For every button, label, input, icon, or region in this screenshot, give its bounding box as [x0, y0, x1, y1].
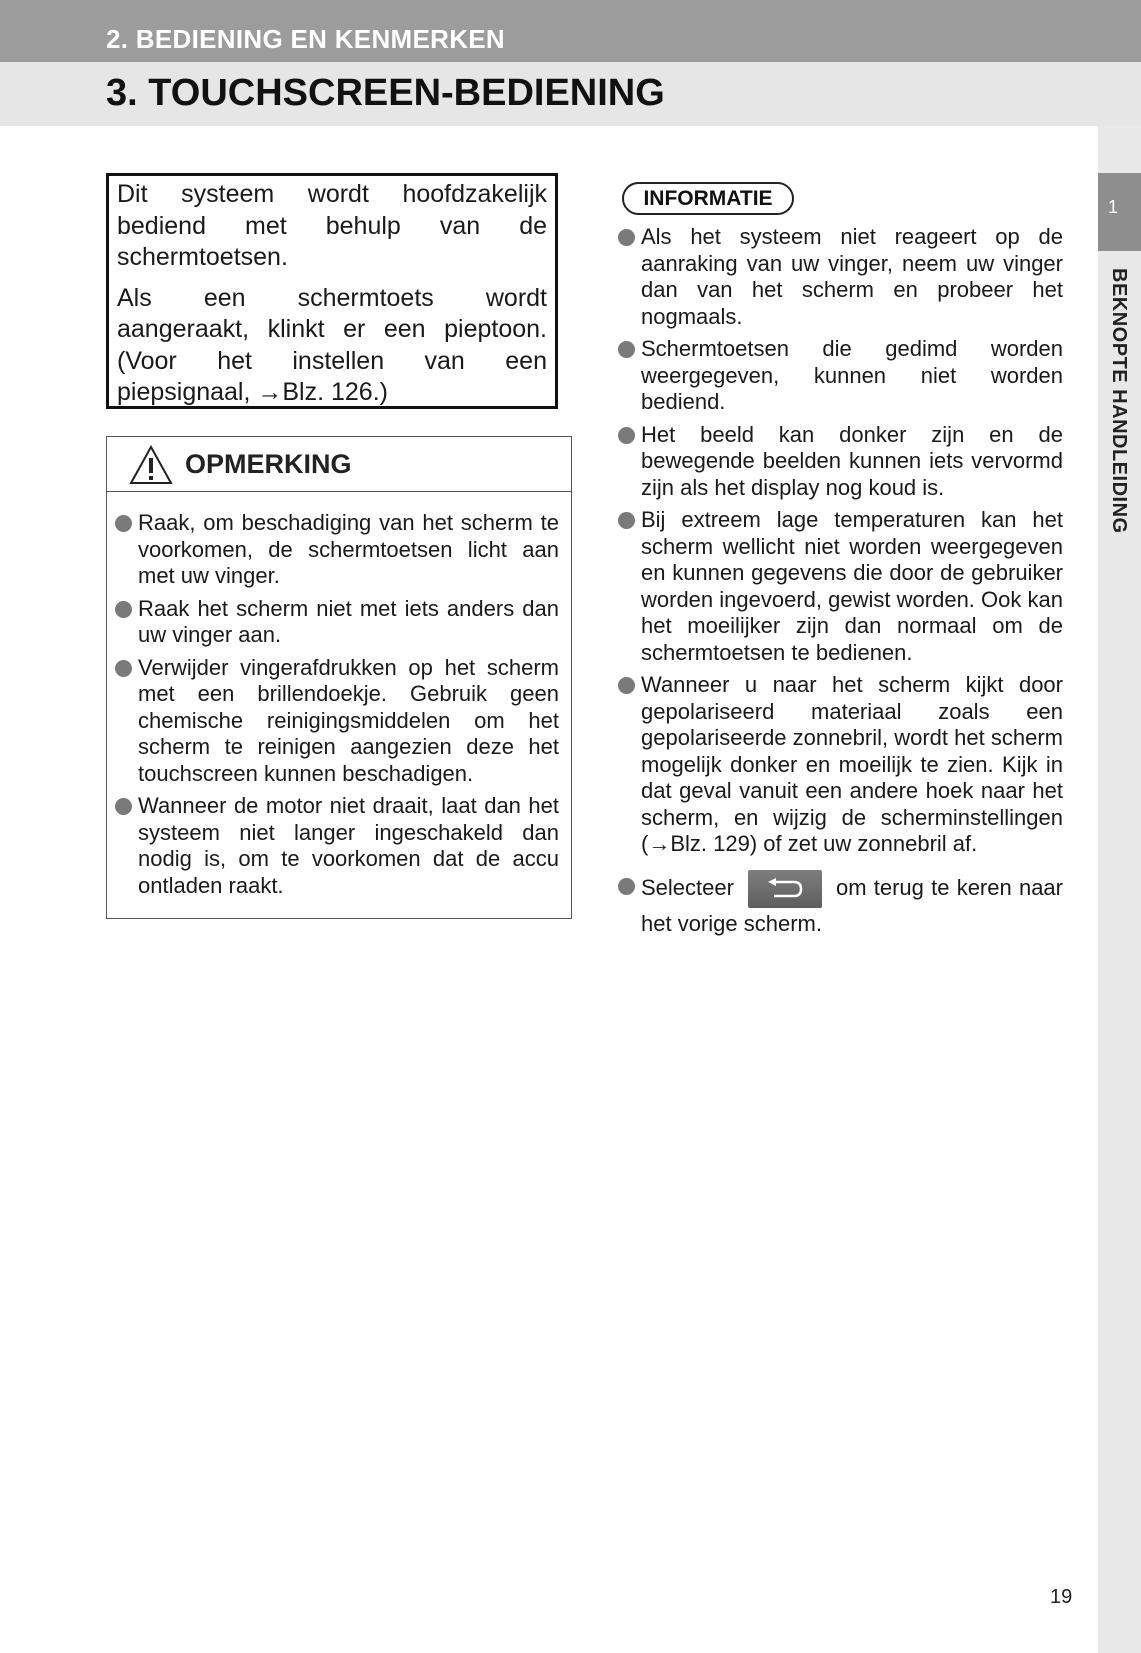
bullet-icon: [115, 515, 132, 532]
back-button-illustration: [748, 870, 822, 908]
page-number: 19: [1050, 1586, 1073, 1608]
back-instruction: [618, 870, 1063, 939]
information-item: [618, 224, 1063, 330]
information-item-text: Schermtoetsen die gedimd worden weergegeven, kunnen niet worden bediend.: [641, 336, 1063, 414]
bullet-icon: [115, 601, 132, 618]
bullet-icon: [115, 798, 132, 815]
back-instruction-after: om terug te keren naar het vorige scherm.: [641, 874, 1063, 936]
caution-item-text: Verwijder vingerafdrukken op het scherm met een brillendoekje. Gebruik geen chemische reinigingsmiddelen om het scherm te reinigen aangezien deze het touchscreen kunnen beschadigen.: [138, 654, 559, 786]
caution-item: [115, 793, 559, 899]
information-item-text: Bij extreem lage temperaturen kan het scherm wellicht niet worden weergegeven en kunnen gegevens die door de gebruiker worden ingevoerd, gewist worden. Ook kan het moeilijker zijn dan normaal om de schermtoetsen te bedienen.: [641, 507, 1063, 665]
information-item: [618, 422, 1063, 502]
bullet-icon: [618, 427, 635, 444]
intro-paragraph: Als een schermtoets wordt aangeraakt, klinkt er een pieptoon. (Voor het instellen van een piepsignaal, →Blz. 126.): [117, 283, 547, 406]
information-item: [618, 336, 1063, 416]
bullet-icon: [115, 660, 132, 677]
chapter-title: 3. TOUCHSCREEN-BEDIENING: [106, 72, 665, 114]
information-item: [618, 507, 1063, 666]
chapter-tab: [1098, 173, 1141, 251]
bullet-icon: [618, 341, 635, 358]
information-item-text: Het beeld kan donker zijn en de bewegende beelden kunnen iets vervormd zijn als het display nog koud is.: [641, 421, 1063, 500]
caution-item-text: Raak, om beschadiging van het scherm te voorkomen, de schermtoetsen licht aan met uw vinger.: [138, 510, 559, 588]
back-instruction-before: Selecteer: [641, 874, 734, 900]
bullet-icon: [618, 512, 635, 529]
intro-box: [106, 173, 558, 409]
bullet-icon: [618, 878, 635, 895]
warning-triangle-icon: [129, 445, 173, 485]
back-arrow-icon: [765, 878, 805, 900]
information-list: [618, 224, 1063, 945]
caution-item: [115, 596, 559, 649]
caution-item-text: Raak het scherm niet met iets anders dan uw vinger aan.: [138, 595, 559, 647]
caution-item: [115, 655, 559, 788]
caution-list: [107, 492, 571, 899]
caution-item: [115, 510, 559, 590]
caution-title: OPMERKING: [185, 449, 352, 479]
bullet-icon: [618, 677, 635, 694]
information-badge: INFORMATIE: [622, 182, 794, 215]
caution-box: [106, 436, 572, 919]
information-item: [618, 672, 1063, 858]
intro-paragraph: Dit systeem wordt hoofdzakelijk bediend met behulp van de schermtoetsen.: [117, 180, 547, 271]
caution-header: [107, 437, 571, 492]
information-item-text: Wanneer u naar het scherm kijkt door gepolariseerd materiaal zoals een gepolariseerde zonnebril, wordt het scherm mogelijk donker en moeilijk te zien. Kijk in dat geval vanuit een andere hoek naar het scherm, en wijzig de scherminstellingen (→Blz. 129) of zet uw zonnebril af.: [641, 672, 1063, 856]
section-title: 2. BEDIENING EN KENMERKEN: [106, 24, 505, 54]
information-item-text: Als het systeem niet reageert op de aanraking van uw vinger, neem uw vinger dan van het scherm en probeer het nogmaals.: [641, 224, 1063, 329]
caution-item-text: Wanneer de motor niet draait, laat dan het systeem niet langer ingeschakeld dan nodig is, om te voorkomen dat de accu ontladen raakt.: [138, 793, 559, 898]
chapter-tab-label: BEKNOPTE HANDLEIDING: [1108, 268, 1130, 534]
bullet-icon: [618, 229, 635, 246]
chapter-tab-number: 1: [1107, 197, 1118, 217]
